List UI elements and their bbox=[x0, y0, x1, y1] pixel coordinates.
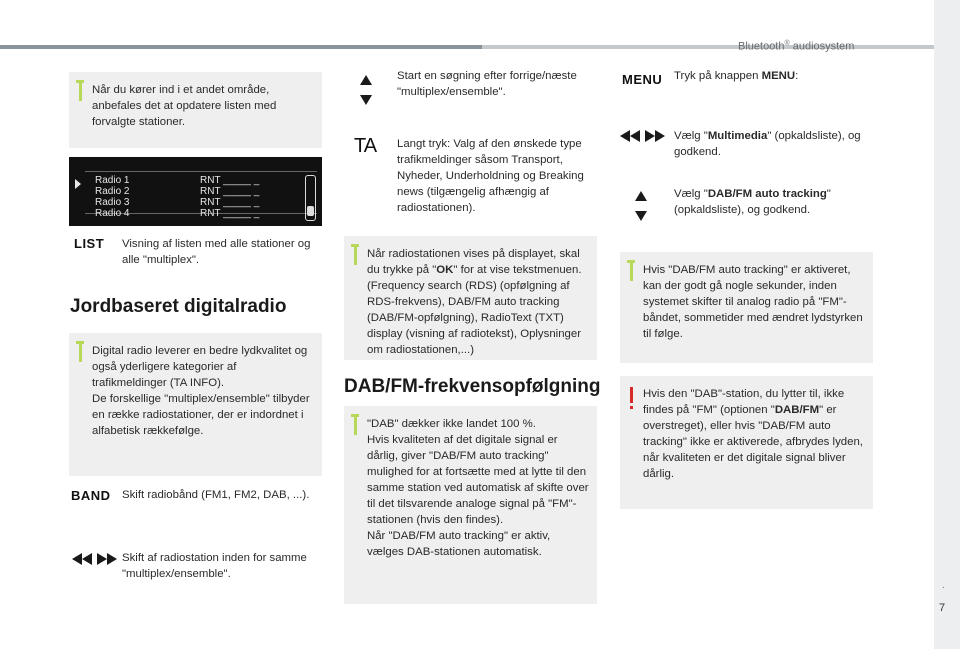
radio-station-name: Radio 1 bbox=[95, 175, 130, 186]
info-box-text-menu bbox=[344, 236, 597, 360]
info-icon bbox=[354, 417, 357, 435]
info-box-auto-tracking bbox=[620, 252, 873, 363]
info-text: Digital radio leverer en bedre lydkvalitet og også yderligere kategorier af trafikmeldinger (TA INFO). De forskellige "multiplex/ensemble" tilbyder en række radiostationer, der er indordnet i alfabetisk rækkefølge. bbox=[92, 345, 310, 437]
radio-station-code: RNT _____ _ bbox=[200, 208, 260, 219]
info-text: Når du kører ind i et andet område, anbefales det at opdatere listen med forvalgte stationer. bbox=[92, 84, 277, 128]
page-header: Bluetooth® audiosystem bbox=[738, 40, 855, 53]
band-description: Skift radiobånd (FM1, FM2, DAB, ...). bbox=[122, 489, 310, 501]
section-heading-digital-radio: Jordbaseret digitalradio bbox=[70, 296, 287, 317]
info-icon bbox=[79, 344, 82, 362]
display-line bbox=[85, 171, 317, 172]
scrollbar-track bbox=[305, 175, 316, 221]
info-box-dab-fm bbox=[344, 406, 597, 604]
dab-auto-description: Vælg "DAB/FM auto tracking" (opkaldsliste), og godkend. bbox=[674, 188, 831, 216]
info-text: Hvis "DAB/FM auto tracking" er aktiveret, kan der godt gå nogle sekunder, inden systemet skifter til analog radio på "FM"-båndet, sommetider med ændret lydstyrken til følge. bbox=[643, 264, 863, 340]
seek-buttons-icon bbox=[72, 553, 117, 565]
menu-key-label: MENU bbox=[622, 72, 663, 87]
radio-station-name: Radio 4 bbox=[95, 208, 130, 219]
info-text: "DAB" dækker ikke landet 100 %. Hvis kvaliteten af det digitale signal er dårlig, giver "DAB/FM auto tracking" mulighed for at fortsætte med at lytte til den samme station ved automatisk af skifte over til det tilsvarende analoge signal på "FM"-stationen (hvis den findes). Når "DAB/FM auto tracking" er aktiv, vælges DAB-stationen automatisk. bbox=[367, 418, 589, 558]
list-key-label: LIST bbox=[74, 236, 105, 251]
warning-box-dab-fm bbox=[620, 376, 873, 509]
scrollbar-thumb bbox=[307, 206, 314, 216]
band-key-label: BAND bbox=[71, 488, 111, 503]
page-number: 7 bbox=[939, 602, 946, 614]
info-icon bbox=[79, 83, 82, 101]
ta-key-label: TA bbox=[354, 135, 377, 157]
menu-description: Tryk på knappen MENU: bbox=[674, 70, 799, 82]
down-arrow-icon bbox=[635, 211, 647, 221]
info-icon bbox=[630, 263, 633, 281]
info-box-digital-radio bbox=[69, 333, 322, 476]
multimedia-description: Vælg "Multimedia" (opkaldsliste), og godkend. bbox=[674, 130, 861, 158]
info-text: Når radiostationen vises på displayet, skal du trykke på "OK" for at vise tekstmenuen. (Frequency search (RDS) (opfølgning af RDS-frekvens), DAB/FM auto tracking (DAB/FM-opfølgning), RadioText (TXT) display (visning af radiotekst), Oplysninger om radiostationen,...) bbox=[367, 248, 582, 356]
warning-icon bbox=[630, 387, 633, 403]
info-icon bbox=[354, 247, 357, 265]
side-strip bbox=[934, 0, 960, 649]
section-heading-dab-fm: DAB/FM-frekvensopfølgning bbox=[344, 376, 601, 397]
seek-description: Skift af radiostation inden for samme "multiplex/ensemble". bbox=[122, 552, 307, 580]
updown-description: Start en søgning efter forrige/næste "multiplex/ensemble". bbox=[397, 70, 577, 98]
up-arrow-icon bbox=[635, 191, 647, 201]
radio-station-code: RNT _____ _ bbox=[200, 186, 260, 197]
selected-arrow-icon bbox=[75, 179, 81, 189]
up-arrow-icon bbox=[360, 75, 372, 85]
radio-station-display bbox=[69, 157, 322, 226]
ta-description: Langt tryk: Valg af den ønskede type trafikmeldinger såsom Transport, Nyheder, Underholdning og Breaking news (tilgængelig afhængig af radiostationen). bbox=[397, 138, 584, 214]
header-rule-dark bbox=[0, 45, 482, 49]
down-arrow-icon bbox=[360, 95, 372, 105]
header-rule-light bbox=[482, 45, 934, 49]
radio-station-code: RNT _____ _ bbox=[200, 175, 260, 186]
list-description: Visning af listen med alle stationer og alle "multiplex". bbox=[122, 238, 311, 266]
radio-station-name: Radio 2 bbox=[95, 186, 130, 197]
radio-station-code: RNT _____ _ bbox=[200, 197, 260, 208]
warning-text: Hvis den "DAB"-station, du lytter til, ikke findes på "FM" (optionen "DAB/FM" er overstreget), eller hvis "DAB/FM auto tracking" ikke er aktiverede, afbrydes lyden, når kvaliteten er det digitale signal bliver dårlig. bbox=[643, 388, 863, 480]
left-right-buttons-icon bbox=[620, 130, 665, 142]
page-marker: . bbox=[942, 580, 945, 591]
radio-station-name: Radio 3 bbox=[95, 197, 130, 208]
info-box-update-list bbox=[69, 72, 322, 148]
